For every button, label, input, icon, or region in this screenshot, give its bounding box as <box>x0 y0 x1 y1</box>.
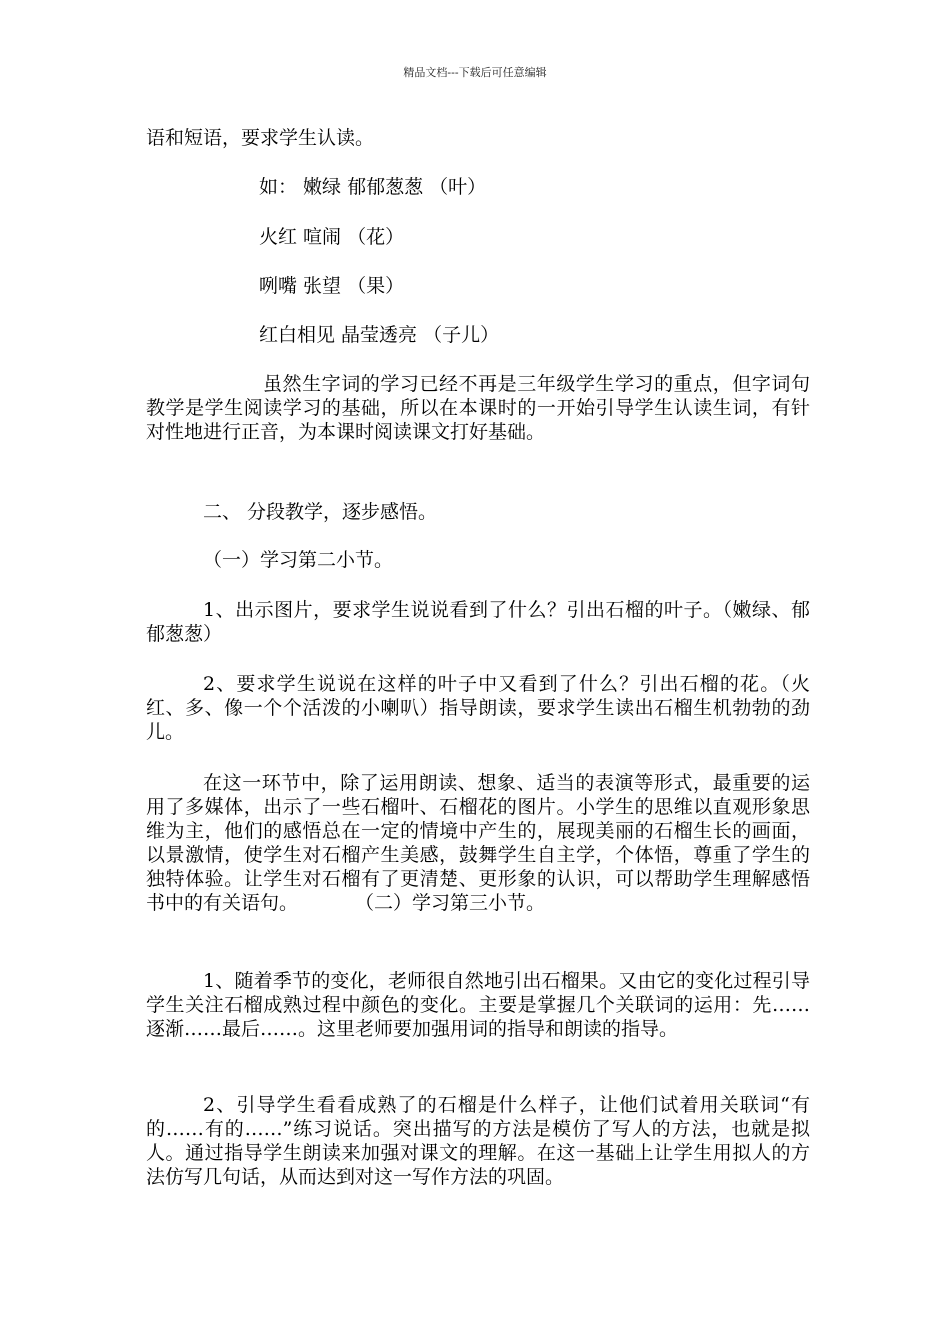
rationale-text: 虽然生字词的学习已经不再是三年级学生学习的重点，但字词句教学是学生阅读学习的基础，所以在本课时的一开始引导学生认读生词，有针对性地进行正音，为本课时阅读课文打好基础。 <box>146 373 810 443</box>
step-paragraph-1-2 <box>146 672 810 744</box>
example-line-flowers: 火红 喧闹 （花） <box>259 226 405 248</box>
example-line-fruit: 咧嘴 张望 （果） <box>259 275 405 297</box>
step-text-2-2: 2、引导学生看看成熟了的石榴是什么样子，让他们试着用关联词“有的……有的……”练习说话。突出描写的方法是模仿了写人的方法，也就是拟人。通过指导学生朗读来加强对课文的理解。在这一基础上让学生用拟人的方法仿写几句话，从而达到对这一写作方法的巩固。 <box>146 1094 810 1188</box>
step-text-2-1: 1、随着季节的变化，老师很自然地引出石榴果。又由它的变化过程引导学生关注石榴成熟过程中颜色的变化。主要是掌握几个关联词的运用：先……逐渐……最后……。这里老师要加强用词的指导和朗读的指导。 <box>146 970 810 1040</box>
example-line-leaves: 如： 嫩绿 郁郁葱葱 （叶） <box>259 176 487 198</box>
section-heading: 二、 分段教学，逐步感悟。 <box>203 501 438 523</box>
intro-line: 语和短语，要求学生认读。 <box>146 127 375 149</box>
step-text-1-2: 2、要求学生说说在这样的叶子中又看到了什么？引出石榴的花。（火红、多、像一个个活泼的小喇叭）指导朗读，要求学生读出石榴生机勃勃的劲儿。 <box>146 673 810 743</box>
page-header: 精品文档---下载后可任意编辑 <box>403 66 547 79</box>
subsection-heading-two: （二）学习第三小节。 <box>355 892 546 914</box>
reflection-paragraph <box>146 771 810 915</box>
example-line-seeds: 红白相见 晶莹透亮 （子儿） <box>259 324 500 346</box>
step-paragraph-1-1 <box>146 598 810 646</box>
step-paragraph-2-1 <box>146 969 810 1041</box>
step-paragraph-2-2 <box>146 1093 810 1189</box>
reflection-body: 在这一环节中，除了运用朗读、想象、适当的表演等形式，最重要的运用了多媒体，出示了一些石榴叶、石榴花的图片。小学生的思维以直观形象思维为主，他们的感悟总在一定的情境中产生的，展现美丽的石榴生长的画面，以景激情，使学生对石榴产生美感，鼓舞学生自主学，个体悟，尊重了学生的独特体验。让学生对石榴有了更清楚、更形象的认识，可以帮助学生理解感悟书中的有关语句。 <box>146 772 810 914</box>
rationale-paragraph <box>146 372 810 444</box>
step-text-1-1: 1、出示图片，要求学生说说看到了什么？引出石榴的叶子。（嫩绿、郁郁葱葱） <box>146 599 810 645</box>
reflection-text <box>146 771 810 915</box>
subsection-heading-one: （一）学习第二小节。 <box>203 549 394 571</box>
